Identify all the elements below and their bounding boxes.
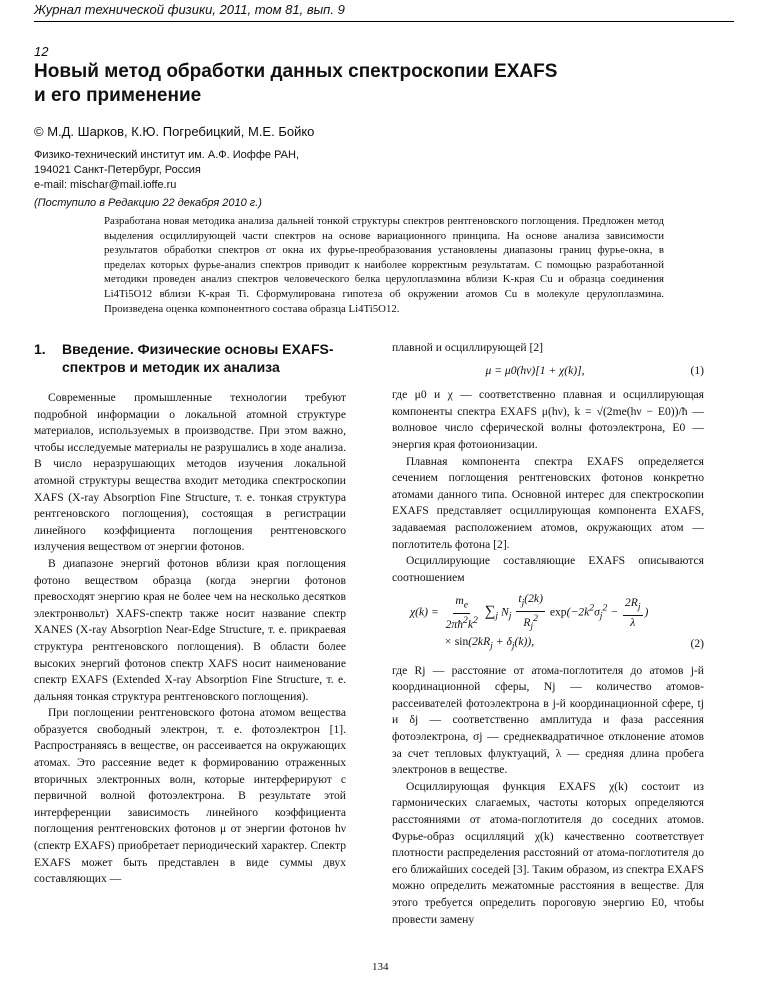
right-paragraph-5: где Rj — расстояние от атома-поглотителя до атомов j-й координационной сферы, Nj — количество атомов-рассеивателей фотоэлектрона в j-й координационной сфере, tj и δj — соответственно амплитуда и фаза рассеяния фотоэлектрона, σj — среднеквадратичное отклонение атомов за счет тепловых флуктуаций, λ — средняя длина пробега электронов в веществе. bbox=[392, 663, 704, 777]
equation-2 bbox=[392, 592, 704, 654]
right-paragraph-1: плавной и осциллирующей [2] bbox=[392, 341, 544, 354]
affiliation-line-1: Физико-технический институт им. А.Ф. Иоффе РАН, bbox=[34, 149, 300, 161]
equation-1-number: (1) bbox=[690, 363, 704, 377]
section-heading-title: Введение. Физические основы EXAFS-спектров и методик их анализа bbox=[62, 341, 334, 375]
right-paragraph-6: Осциллирующая функция EXAFS χ(k) состоит из гармонических слагаемых, частоты которых определяются расстояниями от атома-поглотителя до соседних атомов. Фурье-образ осцилляций χ(k) качественно соответствует плотности распределения расстояний от атома-поглотителя до его ближайших соседей [3]. Таким образом, из спектра EXAFS можно определить межатомные расстояния в веществе. Для этого требуется определить пороговую энергию E0, чтобы провести замену bbox=[392, 779, 704, 926]
affiliation bbox=[34, 148, 299, 193]
page-number: 134 bbox=[372, 961, 389, 973]
abstract: Разработана новая методика анализа дальней тонкой структуры спектров рентгеновского поглощения. Предложен метод выделения осциллирующей части спектров на основе вариационного принципа. На основе анализа зависимости результатов обработки спектров от окна их фурье-преобразования установлены диапазоны границ фурье-окна, в пределах которых фурье-анализ спектров приводит к наиболее корректным результатам. С помощью разработанной методики проведен анализ спектров человеческого белка церулоплазмина вблизи K-края Cu и образца соединения Li4Ti5O12 вблизи K-края Ti. Сформулирована гипотеза об окружении атомов Cu в молекуле церулоплазмина. Произведена оценка компонентного состава образца Li4Ti5O12. bbox=[104, 215, 664, 315]
left-paragraph-2: В диапазоне энергий фотонов вблизи края поглощения фотоно веществом образца (когда энергии фотонов превосходят энергию края не более чем на несколько десятков электронвольт) XAFS-спектр также носит название спектр XANES (X-ray Absorption Near-Edge Structure, т. е. прикраевая структура рентгеновского поглощения). В области более высоких энергий фотонов спектр XAFS носит наименование спектр EXAFS (Extended X-ray Absorption Fine Structure, т. е. дальняя тонкая структура рентгеновского поглощения). bbox=[34, 556, 346, 703]
equation-2-number: (2) bbox=[690, 636, 704, 650]
affiliation-email: e-mail: mischar@mail.ioffe.ru bbox=[34, 179, 177, 191]
left-column bbox=[34, 340, 346, 888]
title-line-1: Новый метод обработки данных спектроскопии EXAFS bbox=[34, 61, 558, 82]
received-date: (Поступило в Редакцию 22 декабря 2010 г.) bbox=[34, 197, 262, 209]
right-paragraph-4: Осциллирующие составляющие EXAFS описываются соотношением bbox=[392, 554, 704, 584]
section-number: 12 bbox=[34, 44, 49, 59]
affiliation-line-2: 194021 Санкт-Петербург, Россия bbox=[34, 164, 201, 176]
right-paragraph-2: где μ0 и χ — соответственно плавная и осциллирующая компоненты спектра EXAFS μ(hν), k = √(2me(hν − E0))/ħ — волновое число сферической волны фотоэлектрона, E0 — энергия края фотоионизации. bbox=[392, 388, 704, 451]
article-title bbox=[34, 60, 654, 108]
section-heading-number: 1. bbox=[34, 341, 46, 357]
authors: © М.Д. Шарков, К.Ю. Погребицкий, М.Е. Бойко bbox=[34, 124, 315, 139]
right-column bbox=[392, 340, 704, 928]
equation-2-line-1: χ(k) = $\frac{m_e}{2\pi ħ^2k^2}$ $\sum_j$ $N_j$ $\frac{t_j(2k)}{R_j^2}$ $\exp(-2k^2\sigma_j^2$ − $\frac{2R_j}{\lambda}$ ) bbox=[410, 592, 649, 632]
equation-2-line-2: × $\sin(2kR_j + \delta_j(k))$, bbox=[444, 634, 535, 652]
equation-1-body: μ = μ0(hν)[1 + χ(k)], bbox=[485, 363, 585, 377]
section-heading bbox=[34, 340, 346, 376]
left-paragraph-1: Современные промышленные технологии требуют подробной информации о локальной атомной структуре материалов, используемых в производстве. При этом важно, чтобы исследуемые материалы не разрушались в ходе анализа. В число неразрушающих методов изучения локальной атомной структуры вещества входит методика спектроскопии XAFS (X-ray Absorption Fine Structure, т. е. тонкая структура рентгеновского поглощения), состоящая в регистрации линейного коэффициента поглощения рентгеновского излучения веществом от энергии фотонов. bbox=[34, 391, 346, 554]
right-paragraph-3: Плавная компонента спектра EXAFS определяется сечением поглощения рентгеновских фотонов конкретно атомами данного типа. Основной интерес для спектроскопии EXAFS представляет осциллирующая компонента EXAFS, задаваемая расположением атомов, окружающих атом — поглотитель фотона [2]. bbox=[392, 454, 704, 551]
journal-header: Журнал технической физики, 2011, том 81, вып. 9 bbox=[34, 2, 734, 22]
title-line-2: и его применение bbox=[34, 85, 202, 106]
equation-1 bbox=[392, 363, 704, 380]
left-paragraph-3: При поглощении рентгеновского фотона атомом вещества образуется свободный электрон, т. е. фотоэлектрон [1]. Распространяясь в веществе, он рассеивается на окружающих атомах. Это рассеяние ведет к формированию отраженных вторичных электронных волн, которые интерферируют с первичной волной фотоэлектрона. В результате этой интерференции зависимость линейного коэффициента поглощения рентгеновских фотонов μ от энергии фотонов hν (спектр EXAFS) приобретает периодический характер. Спектр EXAFS может быть представлен в виде суммы двух составляющих — bbox=[34, 706, 346, 886]
